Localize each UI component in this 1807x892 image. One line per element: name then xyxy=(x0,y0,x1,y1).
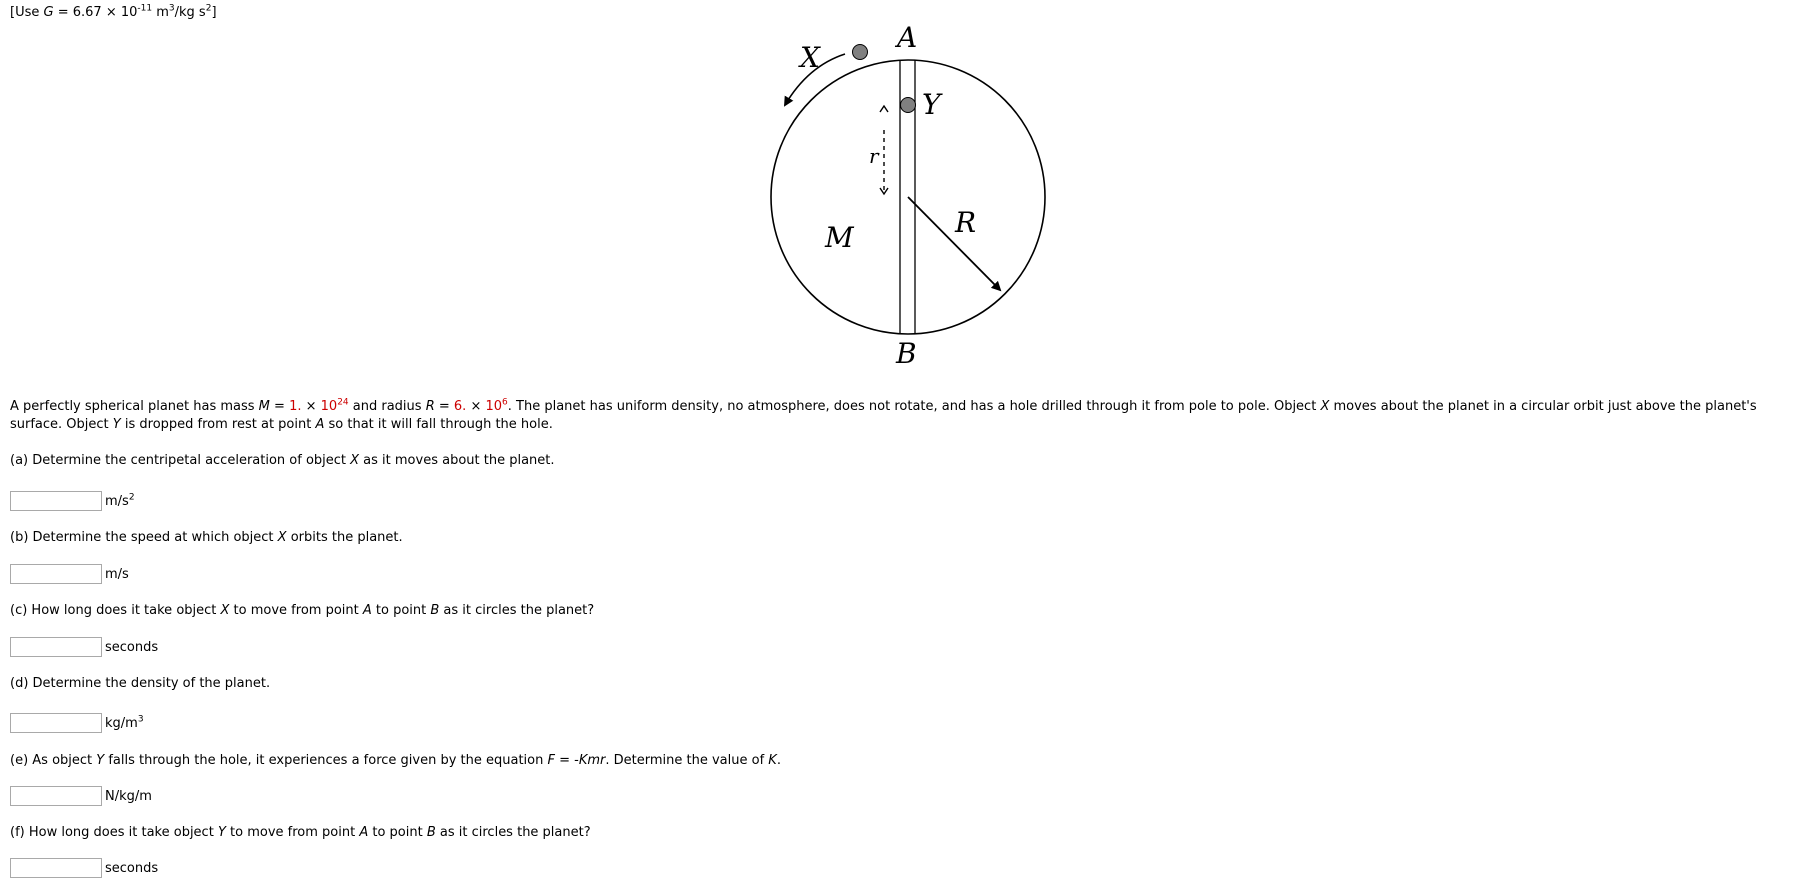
question-text: (d) Determine the density of the planet. xyxy=(10,676,271,691)
question-text: (c) How long does it take object xyxy=(10,603,221,618)
radius-base: 10 xyxy=(485,399,503,414)
question-symbol: X xyxy=(350,453,360,468)
question-text: orbits the planet. xyxy=(286,530,403,545)
question-b xyxy=(10,530,403,546)
planet-figure xyxy=(760,22,1050,372)
answer-input-e[interactable] xyxy=(10,786,102,806)
given-unit-exp-b: 2 xyxy=(205,3,212,14)
problem-statement xyxy=(10,398,1800,434)
label-b: B xyxy=(896,337,917,370)
answer-input-b[interactable] xyxy=(10,564,102,584)
answer-row-c xyxy=(10,637,158,657)
unit-text: kg/m xyxy=(105,715,138,731)
given-unit-b: /kg s xyxy=(174,5,206,20)
question-text: as it moves about the planet. xyxy=(359,453,555,468)
unit-exponent: 2 xyxy=(128,492,135,503)
question-text: (a) Determine the centripetal acceleration of object xyxy=(10,453,351,468)
unit-b: m/s xyxy=(105,566,129,582)
answer-row-a xyxy=(10,491,135,511)
given-constant xyxy=(10,5,217,21)
problem-mass-symbol: M xyxy=(258,399,270,414)
problem-text: = xyxy=(434,399,454,414)
radius-arrow xyxy=(908,197,1000,290)
problem-object-x: X xyxy=(1320,399,1330,414)
question-symbol: Y xyxy=(96,753,105,768)
unit-e: N/kg/m xyxy=(105,788,152,804)
answer-input-a[interactable] xyxy=(10,491,102,511)
problem-text: A perfectly spherical planet has mass xyxy=(10,399,259,414)
problem-object-y: Y xyxy=(112,417,121,432)
question-c xyxy=(10,603,594,619)
question-text: falls through the hole, it experiences a force given by the equation xyxy=(104,753,548,768)
unit-d xyxy=(105,716,144,731)
question-symbol: X xyxy=(220,603,230,618)
mass-exponent: 24 xyxy=(337,397,349,408)
unit-f: seconds xyxy=(105,860,159,876)
answer-row-e xyxy=(10,786,152,806)
question-symbol: X xyxy=(277,530,287,545)
problem-radius-symbol: R xyxy=(425,399,435,414)
problem-text: . The planet has uniform density, no atmosphere, does not rotate, and has a hole drilled through it from pole to pole. Object xyxy=(507,399,1321,414)
answer-row-b xyxy=(10,564,129,584)
problem-point-a: A xyxy=(315,417,325,432)
question-a xyxy=(10,453,555,469)
problem-text: × xyxy=(301,399,321,414)
label-x: X xyxy=(800,41,820,74)
problem-text: moves about the planet in a circular orbit just above the planet's surface. Object xyxy=(10,399,1757,432)
question-text: to point xyxy=(371,603,431,618)
label-m: M xyxy=(825,221,854,254)
given-prefix: [Use xyxy=(10,5,44,20)
problem-text: so that it will fall through the hole. xyxy=(324,417,553,432)
planet-diagram xyxy=(760,22,1050,372)
unit-c: seconds xyxy=(105,639,159,655)
question-e xyxy=(10,753,781,769)
problem-text: is dropped from rest at point xyxy=(120,417,316,432)
question-symbol: B xyxy=(426,825,436,840)
question-text: (b) Determine the speed at which object xyxy=(10,530,278,545)
object-y-dot xyxy=(901,98,916,113)
question-d xyxy=(10,676,270,692)
question-symbol: K xyxy=(768,753,777,768)
answer-input-d[interactable] xyxy=(10,713,102,733)
question-text: as it circles the planet? xyxy=(435,825,591,840)
question-symbol: Y xyxy=(217,825,226,840)
mass-base: 10 xyxy=(320,399,338,414)
answer-row-d xyxy=(10,713,144,733)
problem-text: × xyxy=(466,399,486,414)
unit-exponent: 3 xyxy=(137,714,144,725)
given-unit-exp-a: 3 xyxy=(168,3,175,14)
radius-exponent: 6 xyxy=(502,397,508,408)
question-text: (e) As object xyxy=(10,753,97,768)
given-suffix: ] xyxy=(211,5,217,20)
given-unit-a: m xyxy=(152,5,169,20)
question-text: as it circles the planet? xyxy=(439,603,595,618)
label-y: Y xyxy=(922,88,941,121)
question-symbol: A xyxy=(359,825,369,840)
small-r-arrow-up xyxy=(880,106,888,112)
unit-text: m/s xyxy=(105,493,129,509)
question-text: . xyxy=(776,753,781,768)
question-symbol: Kmr xyxy=(578,753,606,768)
question-text: . Determine the value of xyxy=(605,753,769,768)
answer-input-f[interactable] xyxy=(10,858,102,878)
answer-row-f xyxy=(10,858,158,878)
given-exponent: -11 xyxy=(137,3,153,14)
object-x-dot xyxy=(853,45,868,60)
mass-mantissa: 1. xyxy=(289,399,302,414)
label-big-r: R xyxy=(955,206,977,239)
question-symbol: A xyxy=(362,603,372,618)
question-symbol: B xyxy=(430,603,440,618)
given-equals: = 6.67 × 10 xyxy=(53,5,138,20)
question-f xyxy=(10,825,591,841)
question-text: to point xyxy=(368,825,427,840)
question-text: to move from point xyxy=(229,603,363,618)
question-text: to move from point xyxy=(225,825,360,840)
radius-mantissa: 6. xyxy=(453,399,467,414)
question-text: (f) How long does it take object xyxy=(10,825,218,840)
given-symbol: G xyxy=(43,5,54,20)
label-a: A xyxy=(897,22,918,54)
question-text: = - xyxy=(554,753,579,768)
unit-a xyxy=(105,494,135,509)
label-small-r: r xyxy=(869,144,879,168)
question-symbol: F xyxy=(547,753,555,768)
problem-text: and radius xyxy=(348,399,426,414)
problem-text: = xyxy=(269,399,290,414)
answer-input-c[interactable] xyxy=(10,637,102,657)
